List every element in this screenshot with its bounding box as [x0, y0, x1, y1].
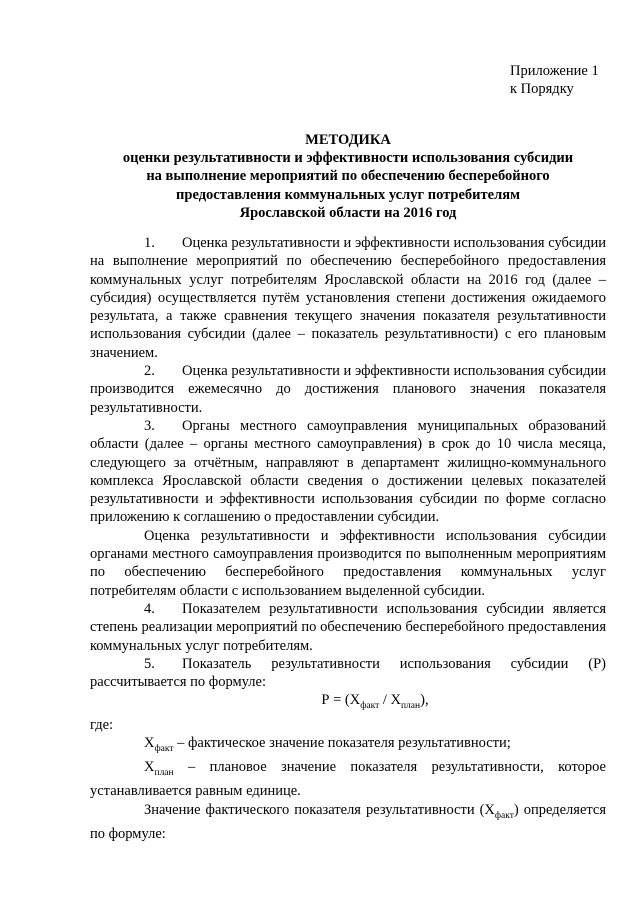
definition-plan-symbol: Х: [144, 759, 155, 776]
definition-plan: [90, 758, 606, 800]
appendix-line-2: к Порядку: [510, 81, 574, 97]
item-5-number: 5.: [144, 655, 155, 672]
title-line-4: Ярославской области на 2016 год: [239, 204, 457, 221]
item-1-text: Оценка результативности и эффективности использования субсидии на выполнение мероприятий по обеспечению бесперебойного предоставления коммунальных услуг потребителям Ярославской области на 2016 год (далее – субсидия) осуществляется путём установления степени достижения ожидаемого результата, а также сравнения текущего значения показателя результативности использования субсидии (далее – показатель результативности) с его плановым значением.: [90, 235, 606, 361]
appendix-line-1: Приложение 1: [510, 63, 599, 79]
item-2-text: Оценка результативности и эффективности использования субсидии производится ежемесячно до достижения планового значения показателя результативности.: [90, 363, 606, 416]
formula-sub-plan: план: [400, 701, 421, 712]
definition-fact-text: – фактическое значение показателя результативности;: [173, 734, 511, 751]
last-paragraph-before: Значение фактического показателя результативности (Х: [144, 801, 495, 818]
formula-lhs: Р = (Х: [321, 692, 361, 709]
document-title: [90, 131, 606, 222]
last-paragraph-sub: факт: [494, 810, 514, 821]
item-4-number: 4.: [144, 600, 155, 617]
formula: [90, 691, 606, 715]
definition-plan-sub: план: [154, 767, 174, 778]
item-3-text: Органы местного самоуправления муниципальных образований области (далее – органы местного самоуправления) в срок до 10 числа месяца, следующего за отчётным, направляют в департамент жилищно-коммунального комплекса Ярославской области сведения о достижении целевых показателей результативности и эффективности использования субсидии по форме согласно приложению к соглашению о предоставлении субсидии.: [90, 417, 606, 526]
last-paragraph: [90, 801, 606, 843]
title-heading: МЕТОДИКА: [305, 132, 391, 148]
title-line-2: на выполнение мероприятий по обеспечению бесперебойного: [146, 168, 550, 185]
definition-fact: [90, 734, 606, 758]
item-4-text: Показателем результативности использования субсидии является степень реализации мероприятий по обеспечению бесперебойного предоставления коммунальных услуг потребителям.: [90, 600, 606, 654]
definition-plan-text: – плановое значение показателя результативности, которое устанавливается равным единице.: [90, 759, 606, 800]
formula-sub-fact: факт: [360, 701, 380, 712]
item-2-number: 2.: [144, 363, 155, 380]
item-1-number: 1.: [144, 235, 155, 251]
item-4: [90, 600, 606, 655]
item-1: [90, 234, 606, 362]
formula-rhs: ),: [420, 692, 429, 709]
appendix-reference: [510, 62, 599, 98]
item-5-text: Показатель результативности использования субсидии (Р) рассчитывается по формуле:: [90, 655, 606, 691]
item-2: [90, 362, 606, 417]
where-label: где:: [90, 716, 114, 733]
last-paragraph-after: ) определяется по формуле:: [90, 801, 607, 842]
item-5: [90, 655, 606, 692]
item-3-number: 3.: [144, 417, 155, 434]
definition-fact-sub: факт: [154, 743, 174, 754]
document-body: [90, 234, 606, 843]
formula-mid: / Х: [379, 692, 401, 709]
assessment-paragraph: Оценка результативности и эффективности использования субсидии органами местного самоуправления производится по выполненным мероприятиям по обеспечению бесперебойного предоставления коммунальных услуг потребителям области с использованием выделенной субсидии.: [90, 527, 606, 599]
title-line-3: предоставления коммунальных услуг потребителям: [176, 186, 520, 203]
definition-fact-symbol: Х: [144, 734, 155, 751]
item-3: [90, 417, 606, 527]
title-line-1: оценки результативности и эффективности использования субсидии: [122, 150, 574, 167]
